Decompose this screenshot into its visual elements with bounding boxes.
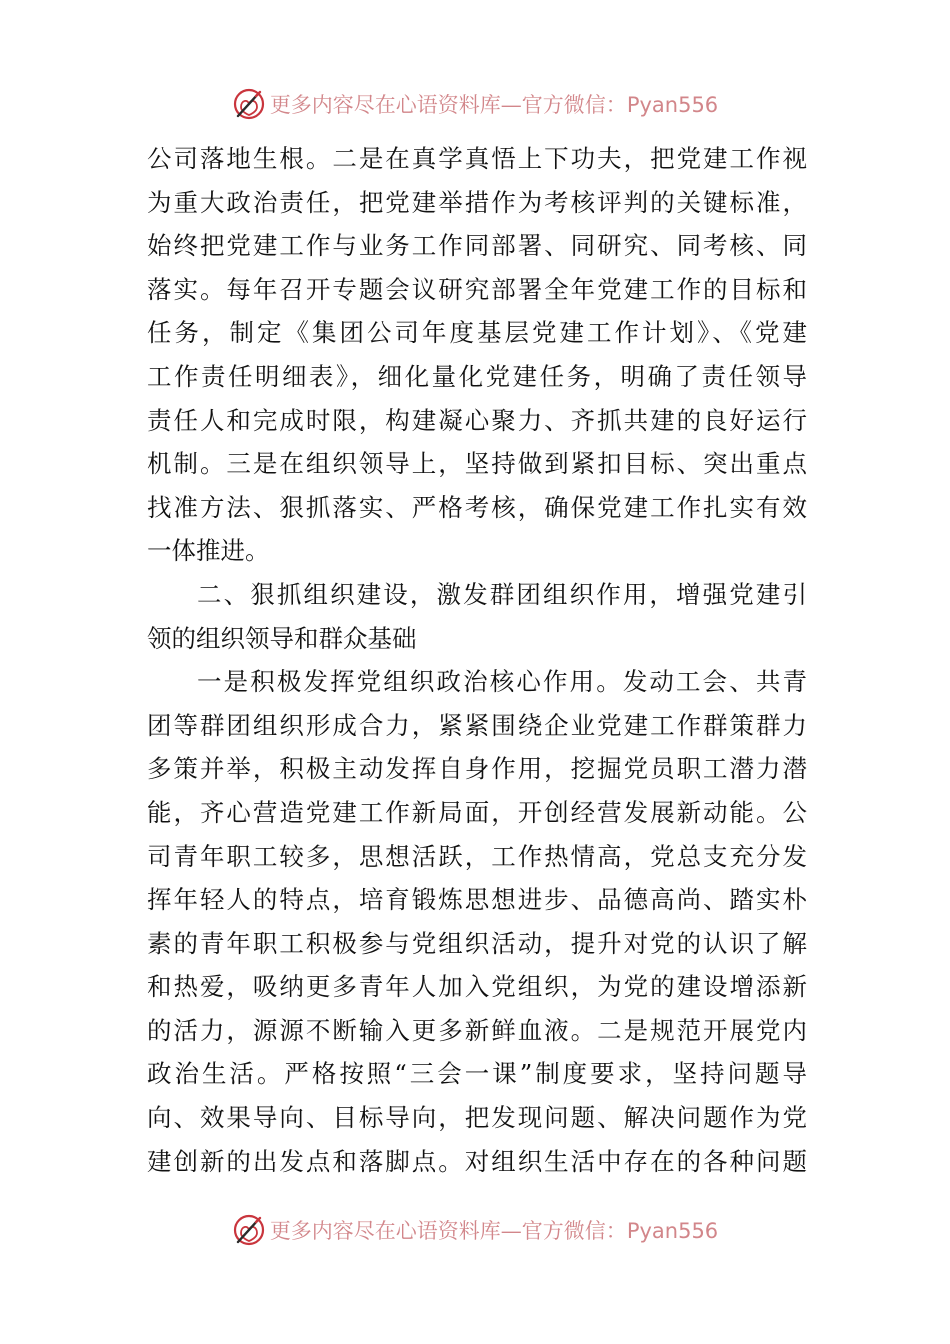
section-heading [147,573,807,660]
text-line: 机制。三是在组织领导上，坚持做到紧扣目标、突出重点 [147,449,807,479]
wechat-id: Pyan556 [626,1219,719,1243]
paragraph-1 [147,137,807,573]
wechat-id: Pyan556 [626,93,719,117]
watermark-text: 更多内容尽在心语资料库—官方微信：Pyan556 [269,1219,719,1243]
text-line: 工作责任明细表》，细化量化党建任务，明确了责任领导 [147,361,807,391]
text-line: 为重大政治责任，把党建举措作为考核评判的关键标准， [147,187,807,217]
pen-heart-logo-icon [232,1213,266,1247]
text-line: 任务，制定《集团公司年度基层党建工作计划》、《党建 [147,318,807,348]
text-line: 和热爱，吸纳更多青年人加入党组织，为党的建设增添新 [147,972,807,1002]
watermark-text: 更多内容尽在心语资料库—官方微信：Pyan556 [269,93,719,117]
text-line: 能，齐心营造党建工作新局面，开创经营发展新动能。公 [147,797,807,827]
document-body [147,137,807,1183]
heading-line: 二、狠抓组织建设，激发群团组织作用，增强党建引 [197,579,807,609]
text-line: 团等群团组织形成合力，紧紧围绕企业党建工作群策群力 [147,710,807,740]
text-line: 建创新的出发点和落脚点。对组织生活中存在的各种问题 [147,1146,807,1176]
text-line: 司青年职工较多，思想活跃，工作热情高，党总支充分发 [147,841,807,871]
paragraph-2 [147,660,807,1183]
header-watermark [0,84,950,124]
footer-watermark [0,1210,950,1250]
text-line: 挥年轻人的特点，培育锻炼思想进步、品德高尚、踏实朴 [147,885,807,915]
text-line: 政治生活。严格按照“三会一课”制度要求，坚持问题导 [147,1059,807,1089]
text-line: 一是积极发挥党组织政治核心作用。发动工会、共青 [197,667,807,697]
text-line: 责任人和完成时限，构建凝心聚力、齐抓共建的良好运行 [147,405,807,435]
text-line: 一体推进。 [147,536,270,566]
text-line: 始终把党建工作与业务工作同部署、同研究、同考核、同 [147,231,807,261]
pen-heart-logo-icon [232,87,266,121]
text-line: 找准方法、狠抓落实、严格考核，确保党建工作扎实有效 [147,492,807,522]
text-line: 落实。每年召开专题会议研究部署全年党建工作的目标和 [147,274,807,304]
text-line: 向、效果导向、目标导向，把发现问题、解决问题作为党 [147,1103,807,1133]
text-line: 公司落地生根。二是在真学真悟上下功夫，把党建工作视 [147,144,807,173]
text-line: 的活力，源源不断输入更多新鲜血液。二是规范开展党内 [147,1015,807,1045]
text-line: 素的青年职工积极参与党组织活动，提升对党的认识了解 [147,928,807,958]
heading-line: 领的组织领导和群众基础 [147,623,417,653]
text-line: 多策并举，积极主动发挥自身作用，挖掘党员职工潜力潜 [147,754,807,784]
